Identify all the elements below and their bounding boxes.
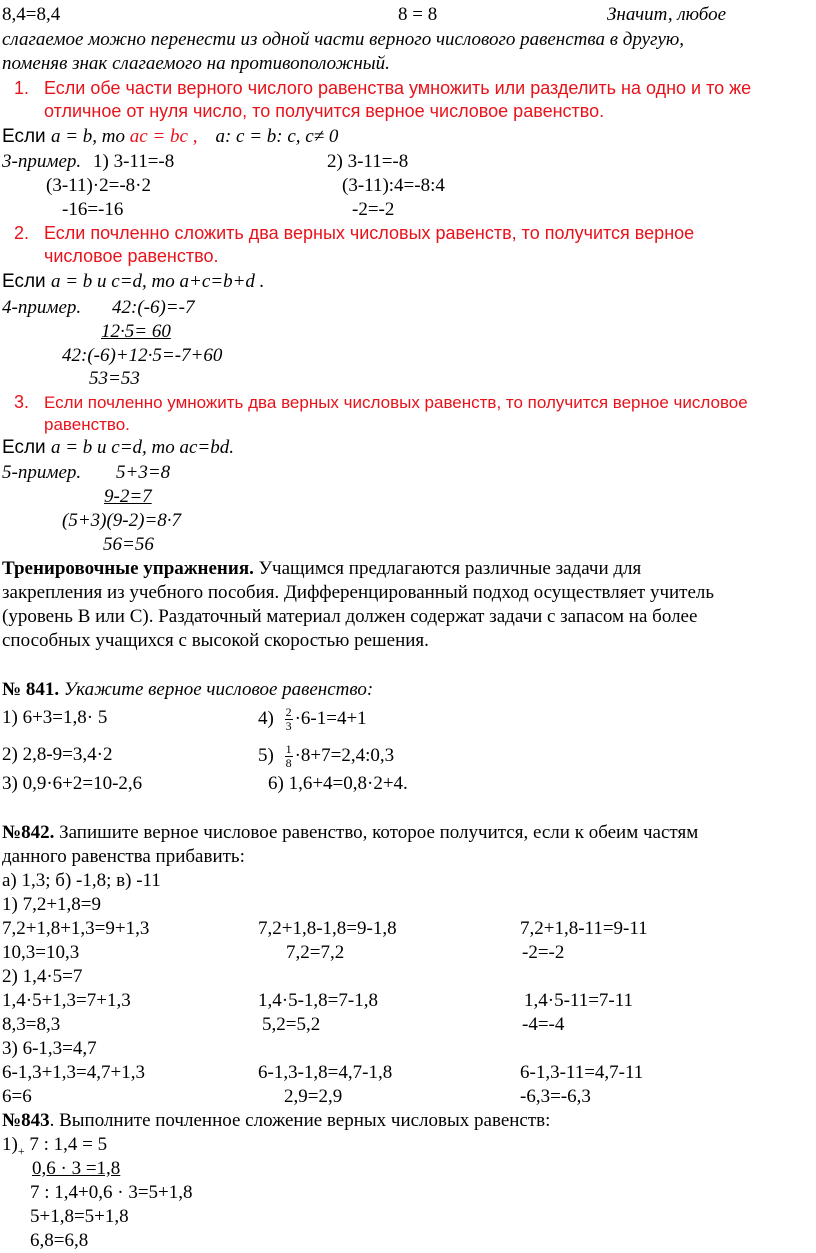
formula-part: a = b и c=d, то a+c=b+d . [50, 271, 265, 292]
equation: -16=-16 [62, 199, 124, 220]
equation: 6,8=6,8 [30, 1230, 89, 1251]
equation: 7,2+1,8+1,3=9+1,3 [2, 918, 150, 939]
equation-8: 8 = 8 [398, 4, 438, 25]
formula-line [2, 125, 338, 148]
equation: (5+3)(9-2)=8·7 [62, 510, 182, 531]
formula-red: ac = bc , [129, 126, 198, 147]
exercise-843-title [2, 1109, 550, 1132]
equation: 6=6 [2, 1086, 32, 1107]
item-number: 5) [258, 744, 274, 766]
paragraph-line: способных учащихся с высокой скоростью решения. [2, 630, 429, 651]
exercise-task: . Выполните почленное сложение верных числовых равенств: [49, 1110, 551, 1131]
exercise-item: 2) 1,4·5=7 [2, 966, 83, 987]
example-label: 3-пример. [2, 151, 82, 172]
text-line: слагаемое можно перенести из одной части верного числового равенства в другую, [2, 29, 685, 50]
equation: 7 : 1,4+0,6 · 3=5+1,8 [30, 1182, 193, 1203]
exercise-number: №842. [2, 822, 55, 843]
equation: 8,3=8,3 [2, 1014, 61, 1035]
equation: 1,4·5-1,8=7-1,8 [258, 990, 378, 1011]
example-label: 4-пример. [2, 297, 82, 318]
formula-prefix: Если [2, 271, 51, 292]
rule-number: 3. [14, 392, 30, 412]
exercise-item [258, 743, 394, 770]
exercise-item: 3) 0,9·6+2=10-2,6 [2, 773, 143, 794]
equation: 56=56 [103, 534, 154, 555]
equation: 1,4·5-11=7-11 [524, 990, 634, 1011]
example-label: 5-пример. [2, 462, 82, 483]
item-expression: ·8+7=2,4:0,3 [294, 744, 395, 766]
equation: 53=53 [89, 368, 140, 389]
equation: -4=-4 [522, 1014, 565, 1035]
formula-line [2, 270, 264, 293]
equation: -2=-2 [522, 942, 565, 963]
equation: 2,9=2,9 [284, 1086, 343, 1107]
fraction-denominator: 3 [285, 719, 292, 733]
text-conclusion: Значит, любое [607, 4, 727, 25]
equation: 0,6 · 3 =1,8 [32, 1158, 121, 1179]
formula-part: a = b и c=d, то ac=bd. [50, 437, 235, 458]
equation: 5,2=5,2 [262, 1014, 321, 1035]
equation: 9-2=7 [104, 486, 152, 507]
exercise-item [258, 706, 367, 733]
equation: 7,2=7,2 [286, 942, 345, 963]
exercise-842-title [2, 821, 698, 844]
rule-text: Если почленно умножить два верных числовых равенств, то получится верное числовое [44, 393, 748, 412]
rule-number: 2. [14, 223, 30, 243]
rule-text: числовое равенство. [44, 246, 219, 266]
fraction-denominator: 8 [285, 756, 292, 770]
exercise-item: 1) 7,2+1,8=9 [2, 894, 102, 915]
equation: -6,3=-6,3 [520, 1086, 591, 1107]
equation: 6-1,3-11=4,7-11 [520, 1062, 644, 1083]
exercise-item: 6) 1,6+4=0,8·2+4. [268, 773, 408, 794]
equation: 42:(-6)=-7 [112, 297, 195, 318]
fraction-numerator: 1 [285, 742, 292, 756]
exercise-task: а) 1,3; б) -1,8; в) -11 [2, 870, 161, 891]
equation: 5+3=8 [116, 462, 171, 483]
fraction [285, 743, 293, 770]
equation: 2) 3-11=-8 [327, 151, 409, 172]
formula-part: a = b, то [50, 126, 130, 147]
formula-prefix: Если [2, 126, 51, 147]
fraction [285, 706, 293, 733]
equation-8-4: 8,4=8,4 [2, 4, 61, 25]
paragraph-line: закрепления из учебного пособия. Дифференцированный подход осуществляет учитель [2, 582, 715, 603]
equation: (3-11):4=-8:4 [342, 175, 445, 196]
equation: 12·5= 60 [101, 321, 171, 342]
item-number: 4) [258, 707, 274, 729]
formula-prefix: Если [2, 437, 51, 458]
exercise-number: №843 [2, 1110, 50, 1131]
exercise-841-title [2, 678, 373, 701]
rule-number: 1. [14, 78, 30, 98]
paragraph-line [2, 557, 641, 580]
exercise-task: Запишите верное числовое равенство, которое получится, если к обеим частям [54, 822, 699, 843]
paragraph-heading: Тренировочные упражнения. [2, 558, 254, 579]
equation: -2=-2 [352, 199, 395, 220]
equation: 7,2+1,8-1,8=9-1,8 [258, 918, 397, 939]
equation: 42:(-6)+12·5=-7+60 [62, 345, 223, 366]
equation: 6-1,3+1,3=4,7+1,3 [2, 1062, 145, 1083]
rule-text: Если обе части верного числого равенства умножить или разделить на одно и то же [44, 78, 752, 98]
equation: 5+1,8=5+1,8 [30, 1206, 129, 1227]
equation: 6-1,3-1,8=4,7-1,8 [258, 1062, 393, 1083]
equation: (3-11)·2=-8·2 [46, 175, 151, 196]
exercise-item: 2) 2,8-9=3,4·2 [2, 744, 113, 765]
equation: 1,4·5+1,3=7+1,3 [2, 990, 131, 1011]
item-number: 1) [2, 1134, 18, 1155]
exercise-item: 3) 6-1,3=4,7 [2, 1038, 97, 1059]
equation: 7,2+1,8-11=9-11 [520, 918, 648, 939]
exercise-task: данного равенства прибавить: [2, 846, 245, 867]
rule-text: равенство. [44, 415, 130, 434]
exercise-item: 1) 6+3=1,8· 5 [2, 707, 108, 728]
equation-text: 7 : 1,4 = 5 [24, 1134, 108, 1155]
formula-line [2, 436, 234, 459]
exercise-task: Укажите верное числовое равенство: [59, 679, 374, 700]
rule-text: Если почленно сложить два верных числовых равенств, то получится верное [44, 223, 695, 243]
text-line: поменяв знак слагаемого на противоположный. [2, 53, 390, 74]
exercise-number: № 841. [2, 679, 60, 700]
equation: 10,3=10,3 [2, 942, 80, 963]
plus-sign: + [17, 1143, 25, 1158]
fraction-numerator: 2 [285, 705, 292, 719]
paragraph-text: Учащимся предлагаются различные задачи для [253, 558, 642, 579]
equation: 1) 3-11=-8 [93, 151, 175, 172]
paragraph-line: (уровень В или С). Раздаточный материал должен содержат задачи с запасом на более [2, 606, 698, 627]
item-expression: ·6-1=4+1 [294, 707, 367, 729]
formula-part: a: c = b: c, c≠ 0 [215, 126, 339, 147]
rule-text: отличное от нуля число, то получится верное числовое равенство. [44, 101, 605, 121]
